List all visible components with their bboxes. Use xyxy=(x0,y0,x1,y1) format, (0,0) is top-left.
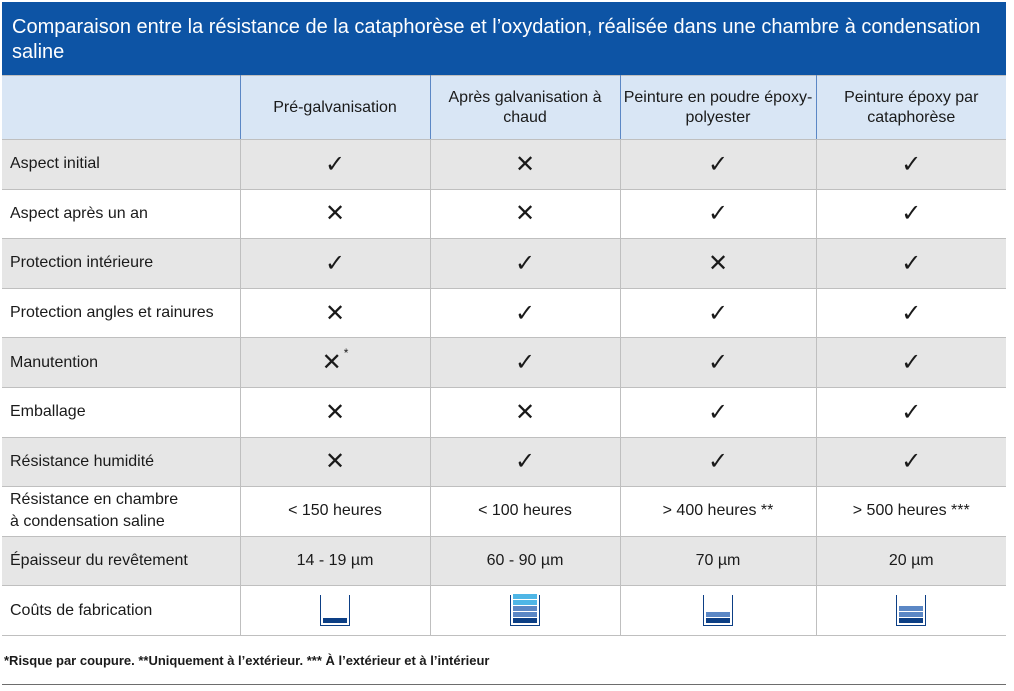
row-label: Manutention xyxy=(2,338,240,388)
cell-symbol xyxy=(816,288,1006,338)
check-icon: ✓ xyxy=(901,149,922,178)
check-icon: ✓ xyxy=(324,149,346,178)
cell-symbol xyxy=(240,437,430,487)
cost-bar-segment xyxy=(513,612,537,617)
cell-value: < 150 heures xyxy=(240,487,430,537)
cell-symbol xyxy=(430,189,620,239)
cell-symbol xyxy=(240,387,430,437)
cell-symbol xyxy=(430,140,620,190)
row-label-line: à condensation saline xyxy=(10,513,165,531)
cost-level-icon xyxy=(320,595,350,626)
cell-value: > 500 heures *** xyxy=(816,487,1006,537)
table-row xyxy=(2,189,1006,239)
check-icon: ✓ xyxy=(901,248,922,277)
cost-bar-segment xyxy=(513,594,537,599)
check-icon: ✓ xyxy=(707,199,729,228)
cell-symbol xyxy=(430,338,620,388)
table-row xyxy=(2,140,1006,190)
cost-level-icon xyxy=(510,595,540,626)
cell-cost xyxy=(816,586,1006,636)
check-icon: ✓ xyxy=(901,199,922,228)
row-label: Protection angles et rainures xyxy=(2,288,240,338)
cross-icon: ✕ xyxy=(514,199,536,228)
row-label: Aspect après un an xyxy=(2,189,240,239)
row-label: Aspect initial xyxy=(2,140,240,190)
table-row-resistance xyxy=(2,487,1006,537)
check-icon: ✓ xyxy=(901,348,922,377)
cell-symbol xyxy=(620,239,816,289)
cell-symbol xyxy=(240,338,430,388)
check-icon: ✓ xyxy=(514,348,536,377)
cell-symbol xyxy=(620,338,816,388)
cell-value: 14 - 19 µm xyxy=(240,536,430,586)
cross-icon: ✕ xyxy=(514,149,536,178)
cell-symbol xyxy=(430,239,620,289)
cell-symbol xyxy=(816,437,1006,487)
cost-bar-segment xyxy=(513,618,537,623)
cost-bar-segment xyxy=(706,612,730,617)
bottom-divider xyxy=(2,684,1006,685)
cross-icon: ✕ xyxy=(324,397,346,426)
cell-symbol xyxy=(240,239,430,289)
table-row xyxy=(2,288,1006,338)
cost-bar-segment xyxy=(513,606,537,611)
column-header: Peinture en poudre époxy-polyester xyxy=(620,76,816,140)
check-icon: ✓ xyxy=(514,248,536,277)
cost-bar-segment xyxy=(323,618,347,623)
check-icon: ✓ xyxy=(901,298,922,327)
check-icon: ✓ xyxy=(707,447,729,476)
row-label: Épaisseur du revêtement xyxy=(2,536,240,586)
table-row xyxy=(2,338,1006,388)
row-label xyxy=(2,487,240,537)
cross-icon: ✕ xyxy=(324,447,346,476)
cross-icon: ✕ xyxy=(324,199,346,228)
row-label: Coûts de fabrication xyxy=(2,586,240,636)
cell-value: > 400 heures ** xyxy=(620,487,816,537)
cell-symbol xyxy=(620,387,816,437)
check-icon: ✓ xyxy=(707,298,729,327)
cross-icon: ✕ xyxy=(321,348,342,377)
cell-symbol xyxy=(240,288,430,338)
check-icon: ✓ xyxy=(901,447,922,476)
cell-symbol xyxy=(816,387,1006,437)
cell-symbol xyxy=(620,288,816,338)
check-icon: ✓ xyxy=(707,149,729,178)
cross-icon: ✕ xyxy=(514,397,536,426)
cost-level-icon xyxy=(896,595,926,626)
table-row xyxy=(2,437,1006,487)
check-icon: ✓ xyxy=(514,447,536,476)
footnote-marker: * xyxy=(343,346,349,361)
check-icon: ✓ xyxy=(324,248,346,277)
cost-bar-segment xyxy=(706,618,730,623)
cost-bar-segment xyxy=(899,612,923,617)
check-icon: ✓ xyxy=(901,397,922,426)
cell-symbol xyxy=(430,387,620,437)
cell-cost xyxy=(240,586,430,636)
check-icon: ✓ xyxy=(707,348,729,377)
column-header: Après galvanisation à chaud xyxy=(430,76,620,140)
cell-symbol xyxy=(816,189,1006,239)
cell-symbol xyxy=(430,437,620,487)
cost-bar-segment xyxy=(513,600,537,605)
cross-icon: ✕ xyxy=(324,298,346,327)
cell-symbol xyxy=(240,189,430,239)
check-icon: ✓ xyxy=(707,397,729,426)
row-label-line: Résistance en chambre xyxy=(10,491,179,509)
check-icon: ✓ xyxy=(514,298,536,327)
cell-symbol xyxy=(620,140,816,190)
cost-bar-segment xyxy=(899,606,923,611)
cell-cost xyxy=(620,586,816,636)
row-label: Protection intérieure xyxy=(2,239,240,289)
header-row xyxy=(2,76,1006,140)
cell-symbol xyxy=(816,338,1006,388)
header-corner xyxy=(2,76,240,140)
column-header: Peinture époxy par cataphorèse xyxy=(816,76,1006,140)
cell-value: 60 - 90 µm xyxy=(430,536,620,586)
comparison-table xyxy=(2,75,1006,636)
footnote: *Risque par coupure. **Uniquement à l’extérieur. *** À l’extérieur et à l’intérieur xyxy=(4,653,490,668)
table-row xyxy=(2,387,1006,437)
cell-symbol xyxy=(430,288,620,338)
cell-value: < 100 heures xyxy=(430,487,620,537)
table-row xyxy=(2,239,1006,289)
cell-symbol xyxy=(816,239,1006,289)
cell-symbol xyxy=(240,140,430,190)
cell-value: 20 µm xyxy=(816,536,1006,586)
cell-value: 70 µm xyxy=(620,536,816,586)
row-label: Résistance humidité xyxy=(2,437,240,487)
row-label: Emballage xyxy=(2,387,240,437)
column-header: Pré-galvanisation xyxy=(240,76,430,140)
table-row-cost xyxy=(2,586,1006,636)
cross-icon: ✕ xyxy=(707,248,729,277)
cell-symbol xyxy=(620,189,816,239)
table-row-thickness xyxy=(2,536,1006,586)
cost-bar-segment xyxy=(899,618,923,623)
cell-symbol xyxy=(816,140,1006,190)
cell-cost xyxy=(430,586,620,636)
cell-symbol xyxy=(620,437,816,487)
table-title: Comparaison entre la résistance de la cataphorèse et l’oxydation, réalisée dans une chambre à condensation saline xyxy=(2,2,1006,75)
cost-level-icon xyxy=(703,595,733,626)
